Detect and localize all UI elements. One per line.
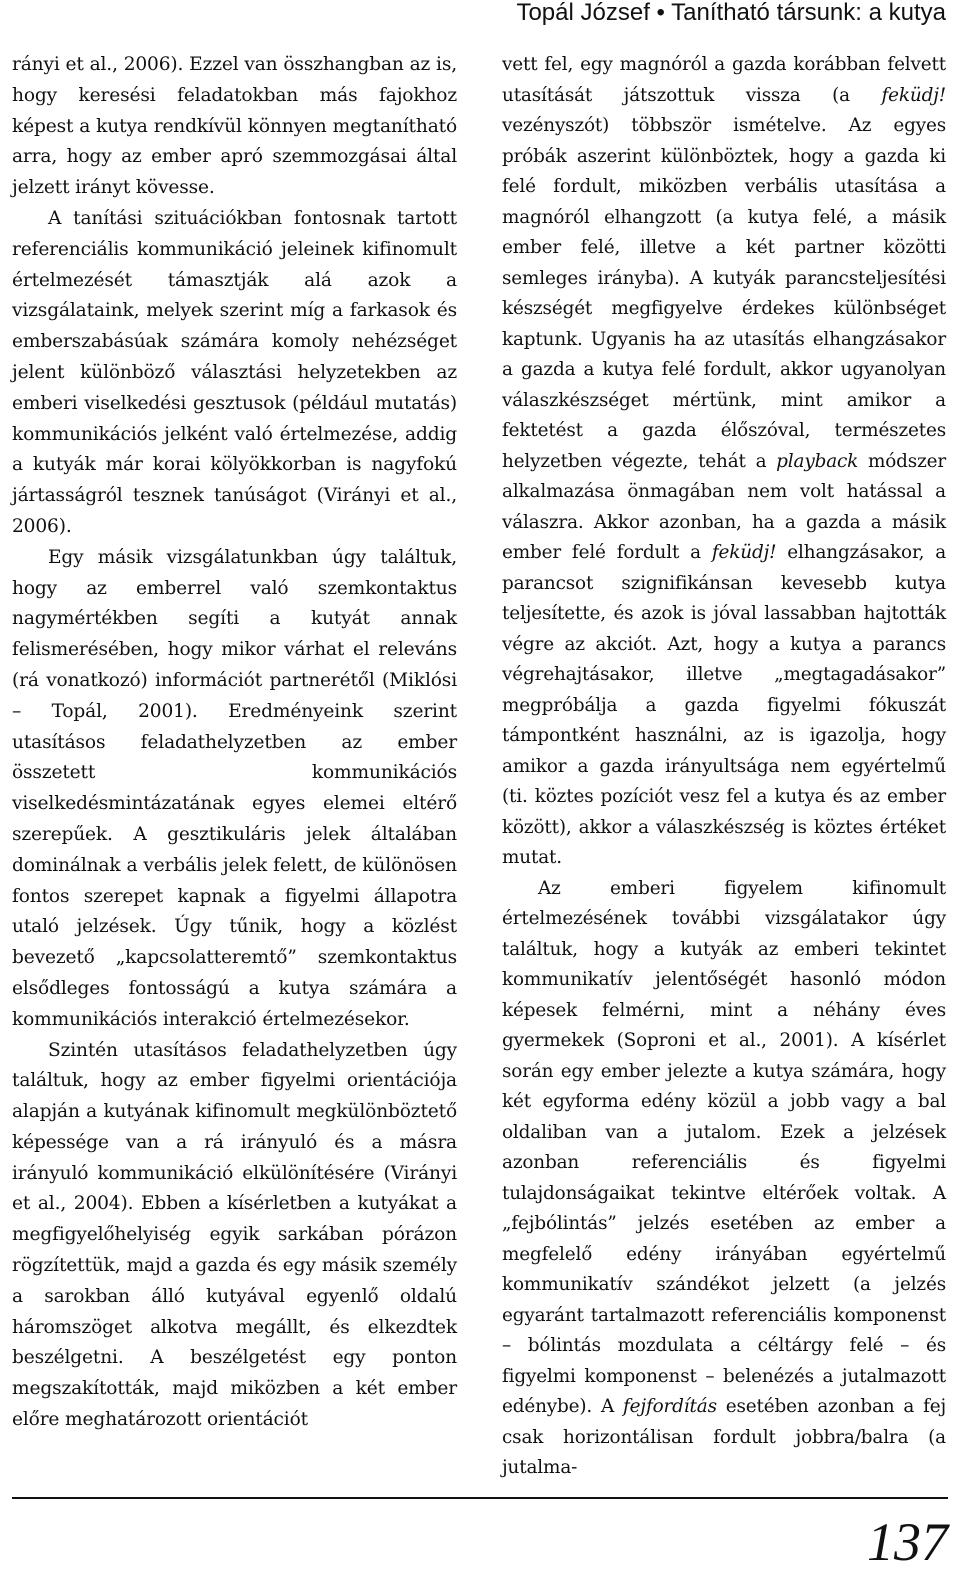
emphasis-text: feküdj! [881, 84, 946, 106]
paragraph [502, 50, 946, 874]
running-head: Topál József • Tanítható társunk: a kutya [516, 0, 946, 26]
text-run: elhangzásakor, a parancsot szignifikánsan kevesebb kutya teljesítette, és azok is jóval lassabban hajtották végre az akciót. Azt, hogy a kutya a parancs végrehajtásakor, illetve „megtagadásakor” megpróbálja a gazda figyelmi fókuszát támpontként használni, az is igazolja, hogy amikor a gazda irányultsága nem egyértelmű (ti. köztes pozíciót vesz fel a kutya és az ember között), akkor a válaszkészség is köztes értéket mutat. [502, 542, 947, 868]
paragraph: A tanítási szituációkban fontosnak tartott referenciális kommunikáció jeleinek kifinomult értelmezését támasztják alá azok a vizsgálataink, melyek szerint míg a farkasok és emberszabásúak számára komoly nehézséget jelent különböző választási helyzetekben az emberi viselkedési gesztusok (például mutatás) kommunikációs jelként való értelmezése, addig a kutyák már korai kölyökkorban is nagyfokú jártasságról tesznek tanúságot (Virányi et al., 2006). [12, 207, 457, 537]
paragraph: rányi et al., 2006). Ezzel van összhangban az is, hogy keresési feladatokban más fajokhoz képest a kutya rendkívül könnyen megtanítható arra, hogy az ember apró szemmozgásai által jelzett irányt kövesse. [12, 54, 457, 199]
paragraph: Egy másik vizsgálatunkban úgy találtuk, hogy az emberrel való szemkontaktus nagymértékben segíti a kutyát annak felismerésében, hogy mikor várhat el releváns (rá vonatkozó) információt partnerétől (Miklósi – Topál, 2001). Eredményeink szerint utasításos feladathelyzetben az ember összetett kommunikációs viselkedésmintázatának egyes elemei eltérő szerepűek. A gesztikuláris jelek általában dominálnak a verbális jelek felett, de különösen fontos szerepet kapnak a figyelmi állapotra utaló jelzések. Úgy tűnik, hogy a közlést bevezető „kapcsolatteremtő” szemkontaktus elsődleges fontosságú a kutya számára a kommunikációs interakció értelmezésekor. [12, 546, 457, 1030]
emphasis-text: playback [776, 450, 859, 472]
text-run: esetében azonban a fej csak horizontálisan fordult jobbra/balra (a jutalma- [502, 1396, 947, 1478]
emphasis-text: fejfordítás [623, 1396, 717, 1417]
right-column [502, 50, 946, 1484]
text-run: Az emberi figyelem kifinomult értelmezésének további vizsgálatakor úgy találtuk, hogy a kutyák az emberi tekintet kommunikatív jelentőségét hasonló módon képesek felmérni, mint a néhány éves gyermekek (Soproni et al., 2001). A kísérlet során egy ember jelezte a kutya számára, hogy két egyforma edény közül a jobb vagy a bal oldaliban van a jutalom. Ezek a jelzések azonban referenciális és figyelmi tulajdonságaikat tekintve eltérőek voltak. A „fejbólintás” jelzés esetében az ember a megfelelő edény irányában egyértelmű kommunikatív szándékot jelzett (a jelzés egyaránt tartalmazott referenciális komponenst – bólintás mozdulata a céltárgy felé – és figyelmi komponenst – belenézés a jutalmazott edénybe). A [502, 877, 946, 1417]
text-run: módszer alkalmazása önmagában nem volt hatással a válaszra. Akkor azonban, ha a gazda a másik ember felé fordult a [502, 450, 946, 563]
emphasis-text: feküdj! [711, 542, 777, 563]
paragraph [502, 874, 946, 1484]
footer-rule [12, 1497, 948, 1499]
text-run: vett fel, egy magnóról a gazda korábban felvett utasítását játszottuk vissza (a [502, 54, 946, 106]
left-column [12, 50, 457, 1436]
page-number: 137 [867, 1512, 948, 1572]
text-run: vezényszót) többször ismételve. Az egyes próbák aszerint különböztek, hogy a gazda ki felé fordult, miközben verbális utasítása a magnóról elhangzott (a kutya felé, a másik ember felé, illetve a két partner közötti semleges irányba). A kutyák parancsteljesítési készségét megfigyelve érdekes különbséget kaptunk. Ugyanis ha az utasítás elhangzásakor a gazda a kutya felé fordult, akkor ugyanolyan válaszkészséget mértünk, mint amikor a fektetést a gazda élőszóval, természetes helyzetben végezte, tehát a [502, 115, 946, 472]
paragraph: Szintén utasításos feladathelyzetben úgy találtuk, hogy az ember figyelmi orientációja alapján a kutyának kifinomult megkülönböztető képessége van a rá irányuló és a másra irányuló kommunikáció elkülönítésére (Virányi et al., 2004). Ebben a kísérletben a kutyákat a megfigyelőhelyiség egyik sarkában pórázon rögzítettük, majd a gazda és egy másik személy a sarokban álló kutyával egyenlő oldalú háromszöget alkotva megállt, és elkezdtek beszélgetni. A beszélgetést egy ponton megszakították, majd miközben a két ember előre meghatározott orientációt [12, 1039, 457, 1431]
